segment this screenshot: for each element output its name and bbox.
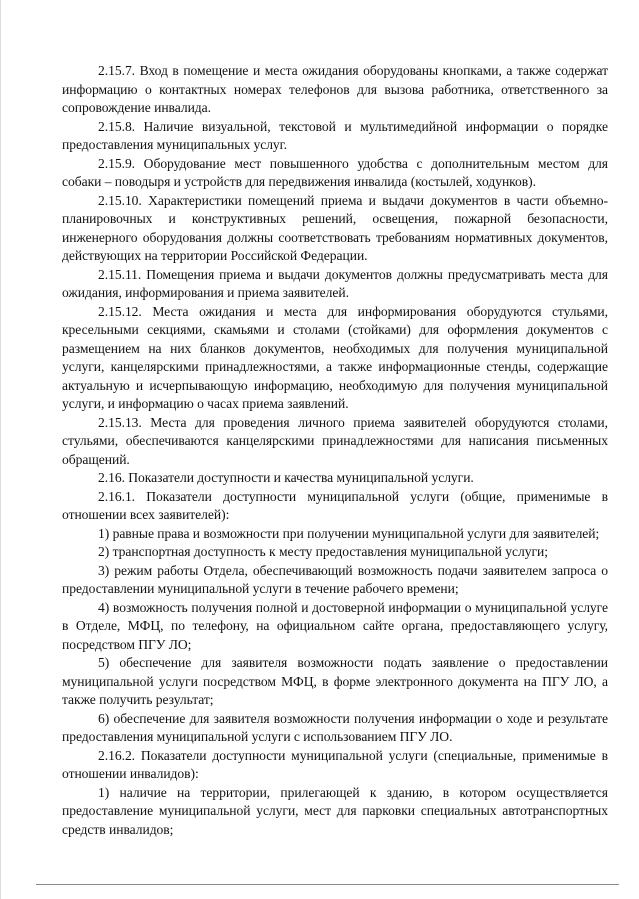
paragraph-2-15-13: 2.15.13. Места для проведения личного приема заявителей оборудуются столами, стульями, обеспечиваются канцелярскими принадлежностями для написания письменных обращений. — [62, 414, 608, 467]
paragraph-2-15-12: 2.15.12. Места ожидания и места для информирования оборудуются стульями, кресельными секциями, скамьями и столами (стойками) для оформления документов с размещением на них бланков документов, необходимых для получения муниципальной услуги, канцелярскими принадлежностями, а также информационные стенды, содержащие актуальную и исчерпывающую информацию, необходимую для получения муниципальной услуги, и информацию о часах приема заявлений. — [62, 303, 608, 411]
bottom-rule — [36, 884, 619, 885]
paragraph-2-15-10: 2.15.10. Характеристики помещений приема и выдачи документов в части объемно-планировочных и конструктивных решений, освещения, пожарной безопасности, инженерного оборудования должны соответствовать требованиям нормативных документов, действующих на территории Российской Федерации. — [62, 192, 608, 263]
paragraph-2-16-1: 2.16.1. Показатели доступности муниципальной услуги (общие, применимые в отношении всех заявителей): — [62, 488, 608, 522]
list-item-1: 1) равные права и возможности при получении муниципальной услуги для заявителей; — [98, 525, 600, 541]
list-item-6: 6) обеспечение для заявителя возможности получения информации о ходе и результате предоставления муниципальной услуги с использованием ПГУ ЛО. — [62, 710, 608, 744]
list-item-1-disabled: 1) наличие на территории, прилегающей к зданию, в котором осуществляется предоставление муниципальной услуги, мест для парковки специальных автотранспортных средств инвалидов; — [62, 784, 608, 837]
list-item-3: 3) режим работы Отдела, обеспечивающий возможность подачи заявителем запроса о предоставлении муниципальной услуги в течение рабочего времени; — [62, 562, 608, 596]
paragraph-2-15-7: 2.15.7. Вход в помещение и места ожидания оборудованы кнопками, а также содержат информацию о контактных номерах телефонов для вызова работника, ответственного за сопровождение инвалида. — [62, 63, 608, 115]
section-heading-2-16: 2.16. Показатели доступности и качества муниципальной услуги. — [98, 470, 474, 485]
list-item-2: 2) транспортная доступность к месту предоставления муниципальной услуги; — [98, 544, 548, 559]
document-body — [62, 62, 608, 839]
page-left-edge — [0, 0, 1, 899]
paragraph-2-16-2: 2.16.2. Показатели доступности муниципальной услуги (специальные, применимые в отношении инвалидов): — [62, 747, 608, 781]
paragraph-2-15-8: 2.15.8. Наличие визуальной, текстовой и мультимедийной информации о порядке предоставления муниципальных услуг. — [62, 118, 608, 152]
list-item-4: 4) возможность получения полной и достоверной информации о муниципальной услуге в Отделе, МФЦ, по телефону, на официальном сайте органа, предоставляющего услугу, посредством ПГУ ЛО; — [62, 599, 608, 652]
list-item-5: 5) обеспечение для заявителя возможности подать заявление о предоставлении муниципальной услуги посредством МФЦ, в форме электронного документа на ПГУ ЛО, а также получить результат; — [62, 655, 608, 707]
paragraph-2-15-11: 2.15.11. Помещения приема и выдачи документов должны предусматривать места для ожидания, информирования и приема заявителей. — [62, 266, 608, 300]
paragraph-2-15-9: 2.15.9. Оборудование мест повышенного удобства с дополнительным местом для собаки – поводыря и устройств для передвижения инвалида (костылей, ходунков). — [62, 155, 608, 189]
